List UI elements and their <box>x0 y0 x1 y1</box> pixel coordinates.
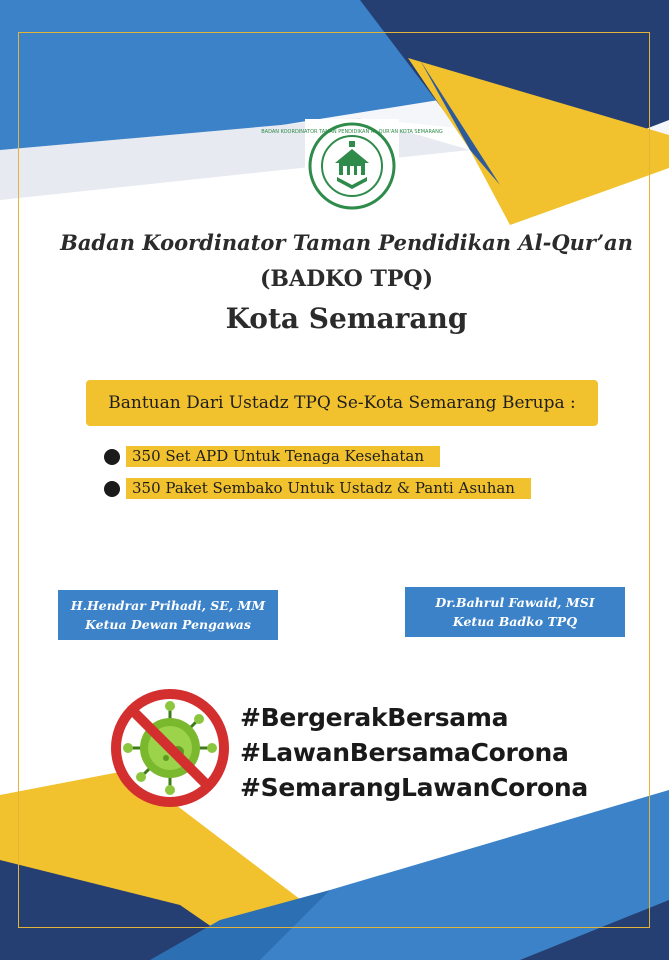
aid-item <box>104 478 531 499</box>
signatory-role: Ketua Dewan Pengawas <box>85 617 251 632</box>
bullet-icon <box>104 449 120 465</box>
aid-item <box>104 446 440 467</box>
bullet-icon <box>104 481 120 497</box>
badko-tpq-emblem-icon <box>261 119 443 213</box>
badko-tpq-logo <box>261 119 443 213</box>
hashtag: #SemarangLawanCorona <box>240 773 588 802</box>
city-name: Kota Semarang <box>225 302 468 335</box>
hashtag: #LawanBersamaCorona <box>240 738 569 767</box>
aid-item-label: 350 Paket Sembako Untuk Ustadz & Panti Asuhan <box>126 478 531 499</box>
hashtag-list <box>240 700 588 805</box>
logo-ring-text: BADAN KOORDINATOR TAMAN PENDIDIKAN AL QUR'AN KOTA SEMARANG <box>261 129 443 135</box>
signatory-name: Dr.Bahrul Fawaid, MSI <box>435 595 595 610</box>
org-acronym: (BADKO TPQ) <box>260 266 433 292</box>
aid-item-label: 350 Set APD Untuk Tenaga Kesehatan <box>126 446 440 467</box>
no-corona-virus-icon <box>108 686 232 810</box>
hashtag: #BergerakBersama <box>240 703 509 732</box>
announcement-banner: Bantuan Dari Ustadz TPQ Se-Kota Semarang Berupa : <box>86 380 598 426</box>
signatory-role: Ketua Badko TPQ <box>452 614 578 629</box>
signatory-name: H.Hendrar Prihadi, SE, MM <box>70 598 266 613</box>
org-full-name: Badan Koordinator Taman Pendidikan Al-Qur’an <box>60 230 633 255</box>
signatory-box <box>405 587 625 637</box>
signatory-box <box>58 590 278 640</box>
